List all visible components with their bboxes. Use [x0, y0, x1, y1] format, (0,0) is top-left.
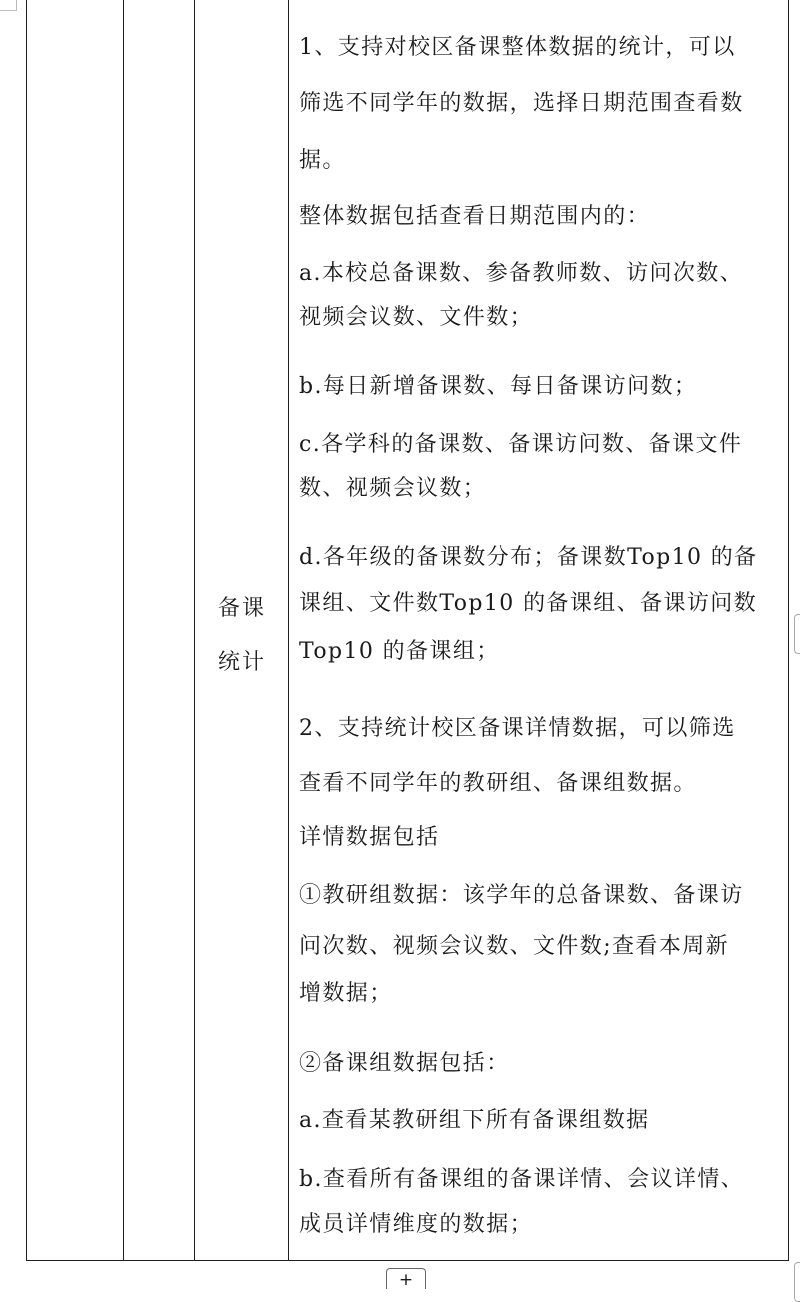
text-line: 增数据； [299, 981, 393, 1006]
text-line: 数、视频会议数； [299, 476, 487, 501]
text-line: a.本校总备课数、参备教师数、访问次数、 [299, 261, 744, 286]
right-edge-tab-bottom[interactable] [794, 1262, 800, 1302]
top-left-corner [0, 0, 17, 11]
text-line: ②备课组数据包括： [299, 1051, 510, 1076]
text-line: 问次数、视频会议数、文件数;查看本周新 [299, 934, 730, 959]
text-line: b.查看所有备课组的备课详情、会议详情、 [299, 1167, 745, 1192]
text-line: 详情数据包括 [299, 825, 440, 850]
text-line: Top10 的备课组； [299, 639, 500, 664]
row-title-cell[interactable] [196, 582, 288, 690]
text-line: 筛选不同学年的数据，选择日期范围查看数 [299, 91, 744, 116]
row-title-line-2: 统计 [217, 650, 266, 675]
text-line: ①教研组数据：该学年的总备课数、备课访 [299, 883, 744, 908]
text-line: b.每日新增备课数、每日备课访问数； [299, 374, 698, 399]
text-line: a.查看某教研组下所有备课组数据 [299, 1108, 650, 1133]
table-border-col1 [123, 0, 124, 1261]
text-line: 整体数据包括查看日期范围内的： [299, 204, 651, 229]
table-border-col2 [194, 0, 195, 1261]
text-line: 据。 [299, 148, 346, 173]
text-line: 2、支持统计校区备课详情数据，可以筛选 [299, 716, 736, 741]
table-border-left [26, 0, 27, 1261]
text-line: 查看不同学年的教研组、备课组数据。 [299, 771, 697, 796]
table-border-col3 [288, 0, 289, 1261]
right-edge-tab-top[interactable] [794, 614, 800, 654]
table-border-right [788, 0, 789, 1261]
row-title-line-1: 备课 [217, 596, 266, 621]
table-border-bottom [26, 1260, 788, 1261]
text-line: 1、支持对校区备课整体数据的统计，可以 [299, 35, 736, 60]
text-line: 视频会议数、文件数； [299, 305, 534, 330]
text-line: d.各年级的备课数分布；备课数Top10 的备 [299, 545, 758, 570]
plus-icon: + [398, 1270, 414, 1290]
text-line: c.各学科的备课数、备课访问数、备课文件 [299, 432, 743, 457]
text-line: 课组、文件数Top10 的备课组、备课访问数 [299, 591, 758, 616]
text-line: 成员详情维度的数据； [299, 1212, 534, 1237]
